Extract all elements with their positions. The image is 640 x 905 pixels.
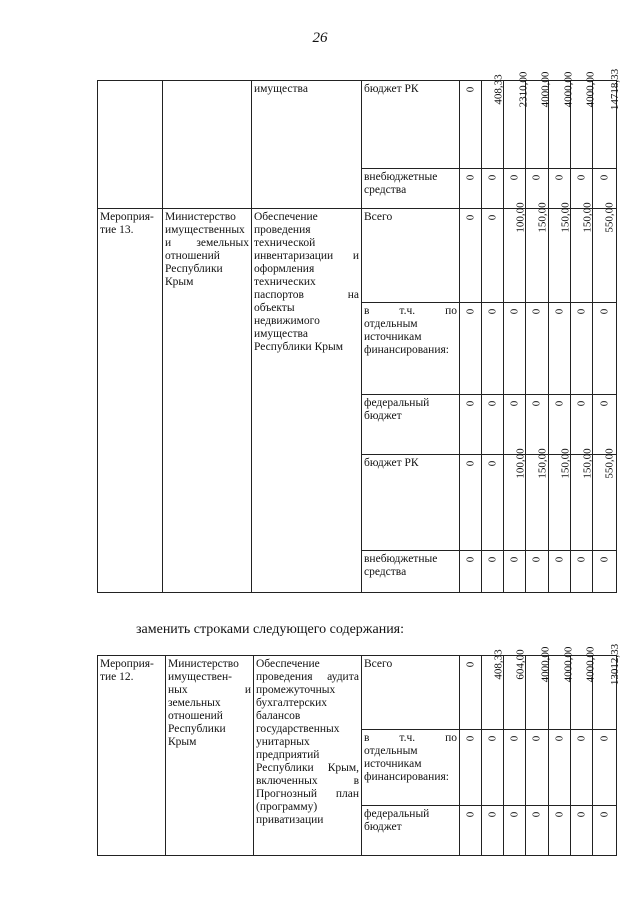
value-cell: 0 [504, 806, 526, 856]
value-cell: 0 [460, 81, 482, 169]
value-cell: 4000,00 [526, 656, 549, 730]
value-cell: 150,00 [549, 209, 571, 303]
value-cell: 0 [460, 806, 482, 856]
value-cell: 0 [482, 303, 504, 395]
value-cell: 0 [460, 395, 482, 455]
value-cell: 0 [526, 303, 549, 395]
value-cell: 4000,00 [549, 81, 571, 169]
value-cell: 0 [526, 806, 549, 856]
source-cell: бюджет РК [362, 81, 460, 169]
value-cell: 4000,00 [526, 81, 549, 169]
description-cell: Обеспечение проведения аудита промежуточных бухгалтерских балансов государственных унитарных предприятий Республики Крым, включенных в Прогнозный план (программу) приватизации [254, 656, 362, 856]
source-cell: в т.ч. по отдельным источникам финансирования: [362, 303, 460, 395]
value-cell: 0 [504, 169, 526, 209]
value-cell: 4000,00 [571, 656, 593, 730]
value-cell: 0 [482, 169, 504, 209]
value-cell: 0 [526, 730, 549, 806]
value-cell: 100,00 [504, 209, 526, 303]
value-cell: 408,33 [482, 656, 504, 730]
value-cell: 0 [504, 730, 526, 806]
value-cell: 150,00 [549, 455, 571, 551]
value-cell: 0 [482, 209, 504, 303]
ministry-cell: Министерство имущественных и земельных отношений Республики Крым [163, 209, 252, 593]
ministry-cell-empty [163, 81, 252, 209]
value-cell: 150,00 [526, 209, 549, 303]
funding-table-bottom [97, 643, 622, 856]
description-cell: Обеспечение проведения технической инвентаризации и оформления технических паспортов на объекты недвижимого имущества Республики Крым [252, 209, 362, 593]
source-cell: федеральный бюджет [362, 395, 460, 455]
page-number: 26 [312, 30, 328, 46]
value-cell: 150,00 [526, 455, 549, 551]
source-cell: внебюджетные средства [362, 169, 460, 209]
value-cell: 0 [549, 551, 571, 593]
value-cell: 4000,00 [571, 81, 593, 169]
value-cell: 0 [460, 551, 482, 593]
value-cell: 0 [549, 303, 571, 395]
value-cell: 0 [460, 730, 482, 806]
value-cell: 0 [549, 169, 571, 209]
value-cell: 0 [549, 395, 571, 455]
value-cell: 0 [482, 730, 504, 806]
value-cell: 0 [460, 303, 482, 395]
value-cell: 0 [526, 169, 549, 209]
table-row [98, 209, 617, 303]
value-cell: 0 [571, 169, 593, 209]
value-cell: 0 [593, 395, 617, 455]
event-name-cell: Мероприя-тие 13. [98, 209, 163, 593]
value-cell: 0 [593, 169, 617, 209]
value-cell: 0 [571, 806, 593, 856]
source-cell: Всего [362, 656, 460, 730]
source-cell: в т.ч. по отдельным источникам финансирования: [362, 730, 460, 806]
value-cell: 408,33 [482, 81, 504, 169]
value-cell: 550,00 [593, 209, 617, 303]
event-cell-empty [98, 81, 163, 209]
value-cell: 4000,00 [549, 656, 571, 730]
value-cell: 0 [571, 303, 593, 395]
value-cell: 2310,00 [504, 81, 526, 169]
source-cell: бюджет РК [362, 455, 460, 551]
value-cell: 0 [504, 551, 526, 593]
value-cell: 0 [504, 395, 526, 455]
value-cell: 604,00 [504, 656, 526, 730]
value-cell: 0 [571, 395, 593, 455]
value-cell: 0 [460, 209, 482, 303]
value-cell: 13012,33 [593, 656, 617, 730]
event-name-cell: Мероприя-тие 12. [98, 656, 166, 856]
value-cell: 0 [482, 395, 504, 455]
value-cell: 0 [571, 730, 593, 806]
value-cell: 14718,33 [593, 81, 617, 169]
value-cell: 0 [482, 551, 504, 593]
value-cell: 150,00 [571, 455, 593, 551]
table-row [98, 81, 617, 169]
value-cell: 0 [482, 455, 504, 551]
value-cell: 0 [460, 656, 482, 730]
value-cell: 150,00 [571, 209, 593, 303]
value-cell: 0 [460, 455, 482, 551]
funding-table-top [97, 68, 622, 593]
table-row [98, 656, 617, 730]
value-cell: 0 [593, 806, 617, 856]
value-cell: 0 [593, 551, 617, 593]
value-cell: 0 [526, 395, 549, 455]
replacement-intro-text: заменить строками следующего содержания: [136, 622, 405, 637]
description-cell: имущества [252, 81, 362, 209]
value-cell: 0 [460, 169, 482, 209]
value-cell: 0 [549, 806, 571, 856]
value-cell: 0 [549, 730, 571, 806]
value-cell: 550,00 [593, 455, 617, 551]
value-cell: 0 [571, 551, 593, 593]
source-cell: федеральный бюджет [362, 806, 460, 856]
value-cell: 0 [526, 551, 549, 593]
value-cell: 100,00 [504, 455, 526, 551]
value-cell: 0 [593, 730, 617, 806]
value-cell: 0 [482, 806, 504, 856]
value-cell: 0 [504, 303, 526, 395]
source-cell: Всего [362, 209, 460, 303]
source-cell: внебюджетные средства [362, 551, 460, 593]
value-cell: 0 [593, 303, 617, 395]
ministry-cell: Министерство имуществен-ных и земельных отношений Республики Крым [166, 656, 254, 856]
